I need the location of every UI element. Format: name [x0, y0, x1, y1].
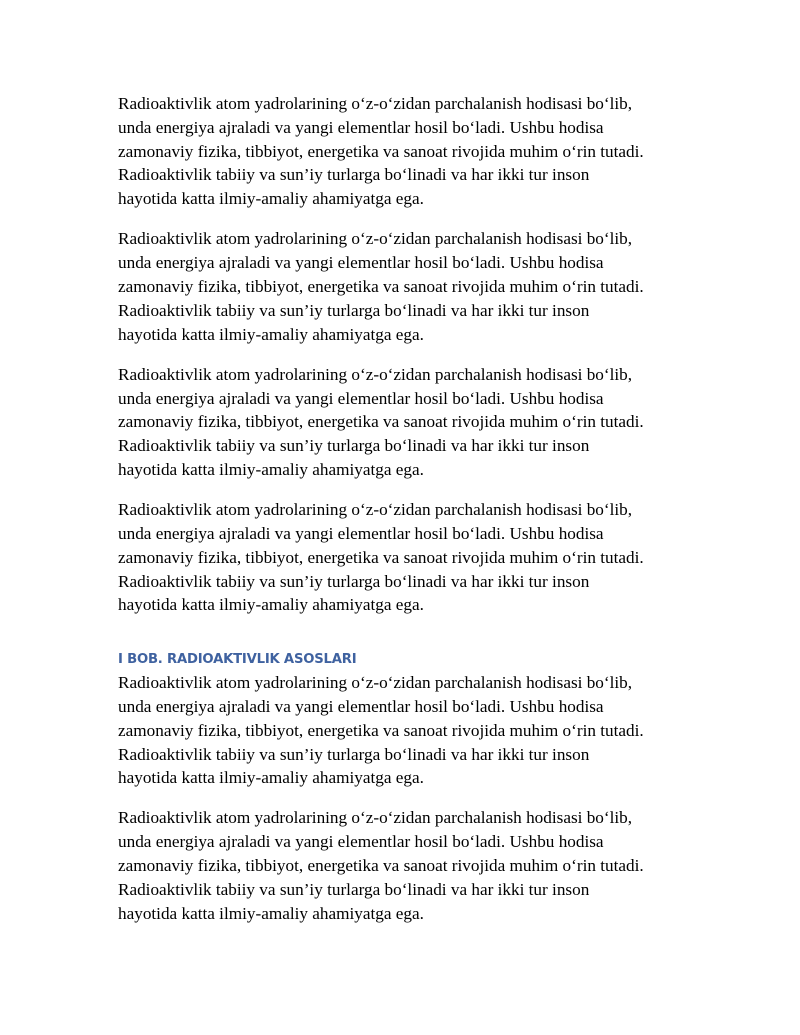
- body-paragraph: Radioaktivlik atom yadrolarining oʻz-oʻzidan parchalanish hodisasi boʻlib, unda energiya ajraladi va yangi elementlar hosil boʻladi. Ushbu hodisa zamonaviy fizika, tibbiyot, energetika va sanoat rivojida muhim oʻrin tutadi. Radioaktivlik tabiiy va sun’iy turlarga boʻlinadi va har ikki tur inson hayotida katta ilmiy-amaliy ahamiyatga ega.: [118, 94, 644, 209]
- body-paragraph: Radioaktivlik atom yadrolarining oʻz-oʻzidan parchalanish hodisasi boʻlib, unda energiya ajraladi va yangi elementlar hosil boʻladi. Ushbu hodisa zamonaviy fizika, tibbiyot, energetika va sanoat rivojida muhim oʻrin tutadi. Radioaktivlik tabiiy va sun’iy turlarga boʻlinadi va har ikki tur inson hayotida katta ilmiy-amaliy ahamiyatga ega.: [118, 673, 644, 788]
- body-paragraph: Radioaktivlik atom yadrolarining oʻz-oʻzidan parchalanish hodisasi boʻlib, unda energiya ajraladi va yangi elementlar hosil boʻladi. Ushbu hodisa zamonaviy fizika, tibbiyot, energetika va sanoat rivojida muhim oʻrin tutadi. Radioaktivlik tabiiy va sun’iy turlarga boʻlinadi va har ikki tur inson hayotida katta ilmiy-amaliy ahamiyatga ega.: [118, 808, 644, 923]
- chapter-heading: I BOB. RADIOAKTIVLIK ASOSLARI: [118, 652, 357, 668]
- body-paragraph: Radioaktivlik atom yadrolarining oʻz-oʻzidan parchalanish hodisasi boʻlib, unda energiya ajraladi va yangi elementlar hosil boʻladi. Ushbu hodisa zamonaviy fizika, tibbiyot, energetika va sanoat rivojida muhim oʻrin tutadi. Radioaktivlik tabiiy va sun’iy turlarga boʻlinadi va har ikki tur inson hayotida katta ilmiy-amaliy ahamiyatga ega.: [118, 364, 644, 479]
- body-paragraph: Radioaktivlik atom yadrolarining oʻz-oʻzidan parchalanish hodisasi boʻlib, unda energiya ajraladi va yangi elementlar hosil boʻladi. Ushbu hodisa zamonaviy fizika, tibbiyot, energetika va sanoat rivojida muhim oʻrin tutadi. Radioaktivlik tabiiy va sun’iy turlarga boʻlinadi va har ikki tur inson hayotida katta ilmiy-amaliy ahamiyatga ega.: [118, 229, 644, 344]
- document-page: [118, 92, 718, 942]
- body-paragraph: Radioaktivlik atom yadrolarining oʻz-oʻzidan parchalanish hodisasi boʻlib, unda energiya ajraladi va yangi elementlar hosil boʻladi. Ushbu hodisa zamonaviy fizika, tibbiyot, energetika va sanoat rivojida muhim oʻrin tutadi. Radioaktivlik tabiiy va sun’iy turlarga boʻlinadi va har ikki tur inson hayotida katta ilmiy-amaliy ahamiyatga ega.: [118, 500, 644, 615]
